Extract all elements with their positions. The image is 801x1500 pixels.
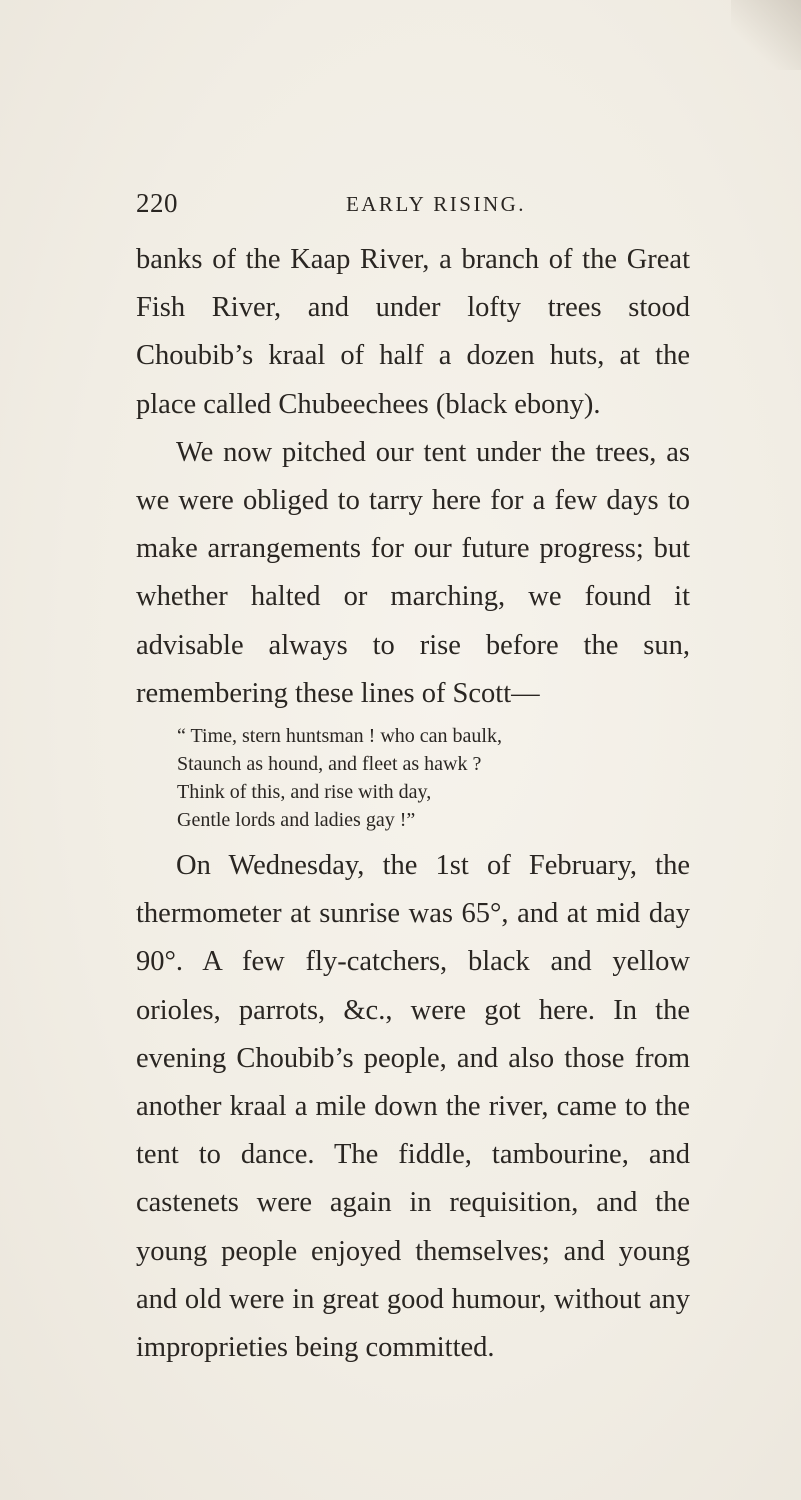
page-corner-shadow bbox=[731, 0, 801, 70]
page-header bbox=[136, 188, 696, 224]
running-head: EARLY RISING. bbox=[345, 192, 527, 216]
paragraph-1: banks of the Kaap River, a branch of the Great Fish River, and under lofty trees stood Choubib’s kraal of half a dozen huts, at the place called Chubeechees (black ebony). bbox=[136, 244, 690, 420]
verse-line: Staunch as hound, and fleet as hawk ? bbox=[177, 753, 482, 776]
verse-line: Think of this, and rise with day, bbox=[177, 781, 432, 804]
body-text bbox=[136, 236, 690, 1372]
verse-line: Gentle lords and ladies gay !” bbox=[177, 809, 416, 832]
page-number: 220 bbox=[136, 188, 178, 218]
paragraph-3: On Wednesday, the 1st of February, the thermometer at sunrise was 65°, and at mid day 90°. A few fly-catchers, black and yellow orioles, parrots, &c., were got here. In the evening Choubib’s people, and also those from another kraal a mile down the river, came to the tent to dance. The fiddle, tambourine, and castenets were again in requisition, and the young people enjoyed themselves; and young and old were in great good humour, without any improprieties being committed. bbox=[136, 850, 690, 1364]
verse-line: “ Time, stern huntsman ! who can baulk, bbox=[177, 725, 502, 748]
paragraph-2: We now pitched our tent under the trees, as we were obliged to tarry here for a few days to make arrangements for our future progress; but whether halted or marching, we found it advisable always to rise before the sun, remembering these lines of Scott— bbox=[136, 436, 690, 709]
verse-quote bbox=[136, 722, 690, 834]
